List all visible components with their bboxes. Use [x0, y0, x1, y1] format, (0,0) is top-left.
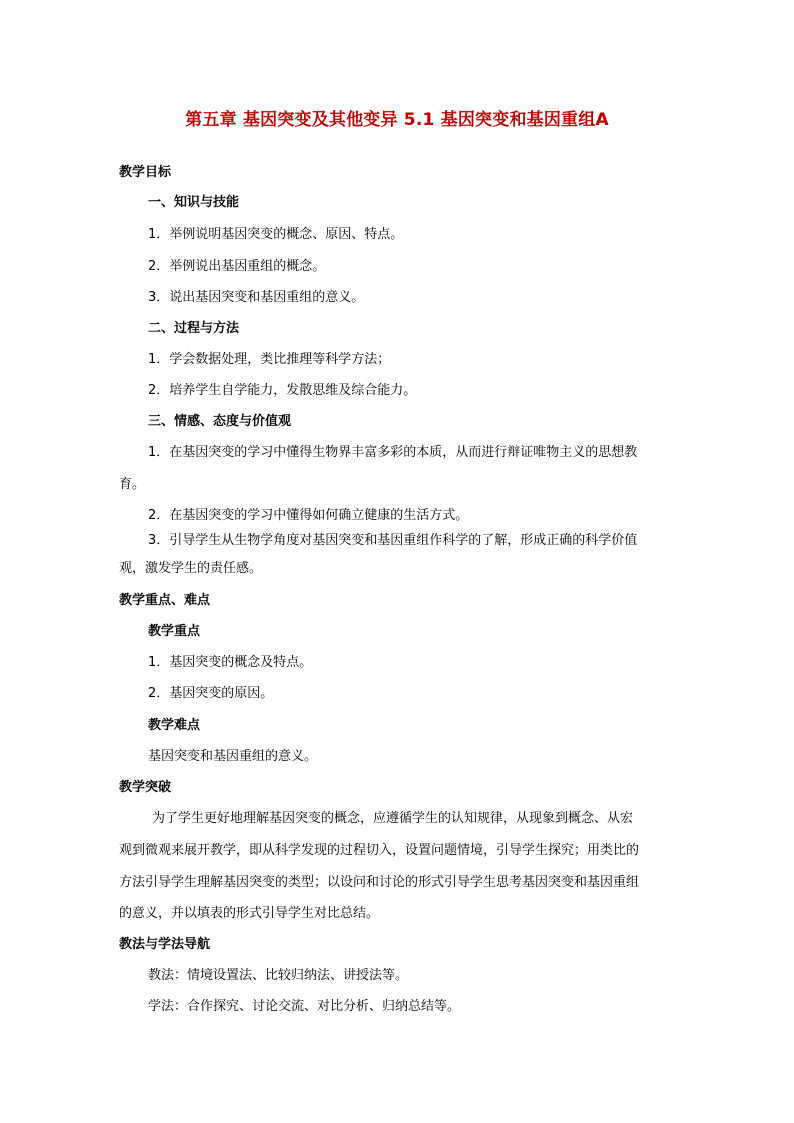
difficulty-text: 基因突变和基因重组的意义。 — [148, 749, 318, 764]
subsection-heading-knowledge: 一、知识与技能 — [148, 195, 240, 210]
subsection-heading-difficulty: 教学难点 — [148, 718, 201, 733]
section-heading-methods: 教法与学法导航 — [119, 937, 211, 952]
breakthrough-line: 为了学生更好地理解基因突变的概念，应遵循学生的认知规律，从现象到概念、从宏 — [152, 811, 634, 826]
knowledge-item: 2．举例说出基因重组的概念。 — [148, 259, 326, 274]
emotion-item-1-line1: 1．在基因突变的学习中懂得生物界丰富多彩的本质，从而进行辩证唯物主义的思想教 — [148, 445, 638, 460]
section-heading-breakthrough: 教学突破 — [119, 780, 172, 795]
focus-item: 2．基因突变的原因。 — [148, 686, 274, 701]
knowledge-item: 1．举例说明基因突变的概念、原因、特点。 — [148, 227, 404, 242]
process-item: 2．培养学生自学能力，发散思维及综合能力。 — [148, 383, 417, 398]
emotion-item-3-line1: 3．引导学生从生物学角度对基因突变和基因重组作科学的了解，形成正确的科学价值 — [148, 533, 638, 548]
subsection-heading-focus: 教学重点 — [148, 624, 201, 639]
breakthrough-line: 观到微观来展开教学，即从科学发现的过程切入，设置问题情境，引导学生探究；用类比的 — [119, 843, 640, 858]
section-heading-key-points: 教学重点、难点 — [119, 593, 211, 608]
subsection-heading-emotion: 三、情感、态度与价值观 — [148, 414, 292, 429]
document-title: 第五章 基因突变及其他变异 5.1 基因突变和基因重组A — [185, 110, 609, 130]
process-item: 1．学会数据处理，类比推理等科学方法； — [148, 352, 391, 367]
section-heading-teaching-goals: 教学目标 — [119, 165, 172, 180]
learning-methods: 学法：合作探究、讨论交流、对比分析、归纳总结等。 — [148, 999, 461, 1014]
teaching-methods: 教法：情境设置法、比较归纳法、讲授法等。 — [148, 968, 409, 983]
emotion-item-1-line2: 育。 — [119, 477, 146, 492]
breakthrough-line: 的意义，并以填表的形式引导学生对比总结。 — [119, 906, 380, 921]
emotion-item-2: 2．在基因突变的学习中懂得如何确立健康的生活方式。 — [148, 508, 469, 523]
breakthrough-line: 方法引导学生理解基因突变的类型；以设问和讨论的形式引导学生思考基因突变和基因重组 — [119, 875, 640, 890]
subsection-heading-process: 二、过程与方法 — [148, 321, 240, 336]
focus-item: 1．基因突变的概念及特点。 — [148, 655, 313, 670]
emotion-item-3-line2: 观，激发学生的责任感。 — [119, 561, 263, 576]
knowledge-item: 3．说出基因突变和基因重组的意义。 — [148, 290, 365, 305]
